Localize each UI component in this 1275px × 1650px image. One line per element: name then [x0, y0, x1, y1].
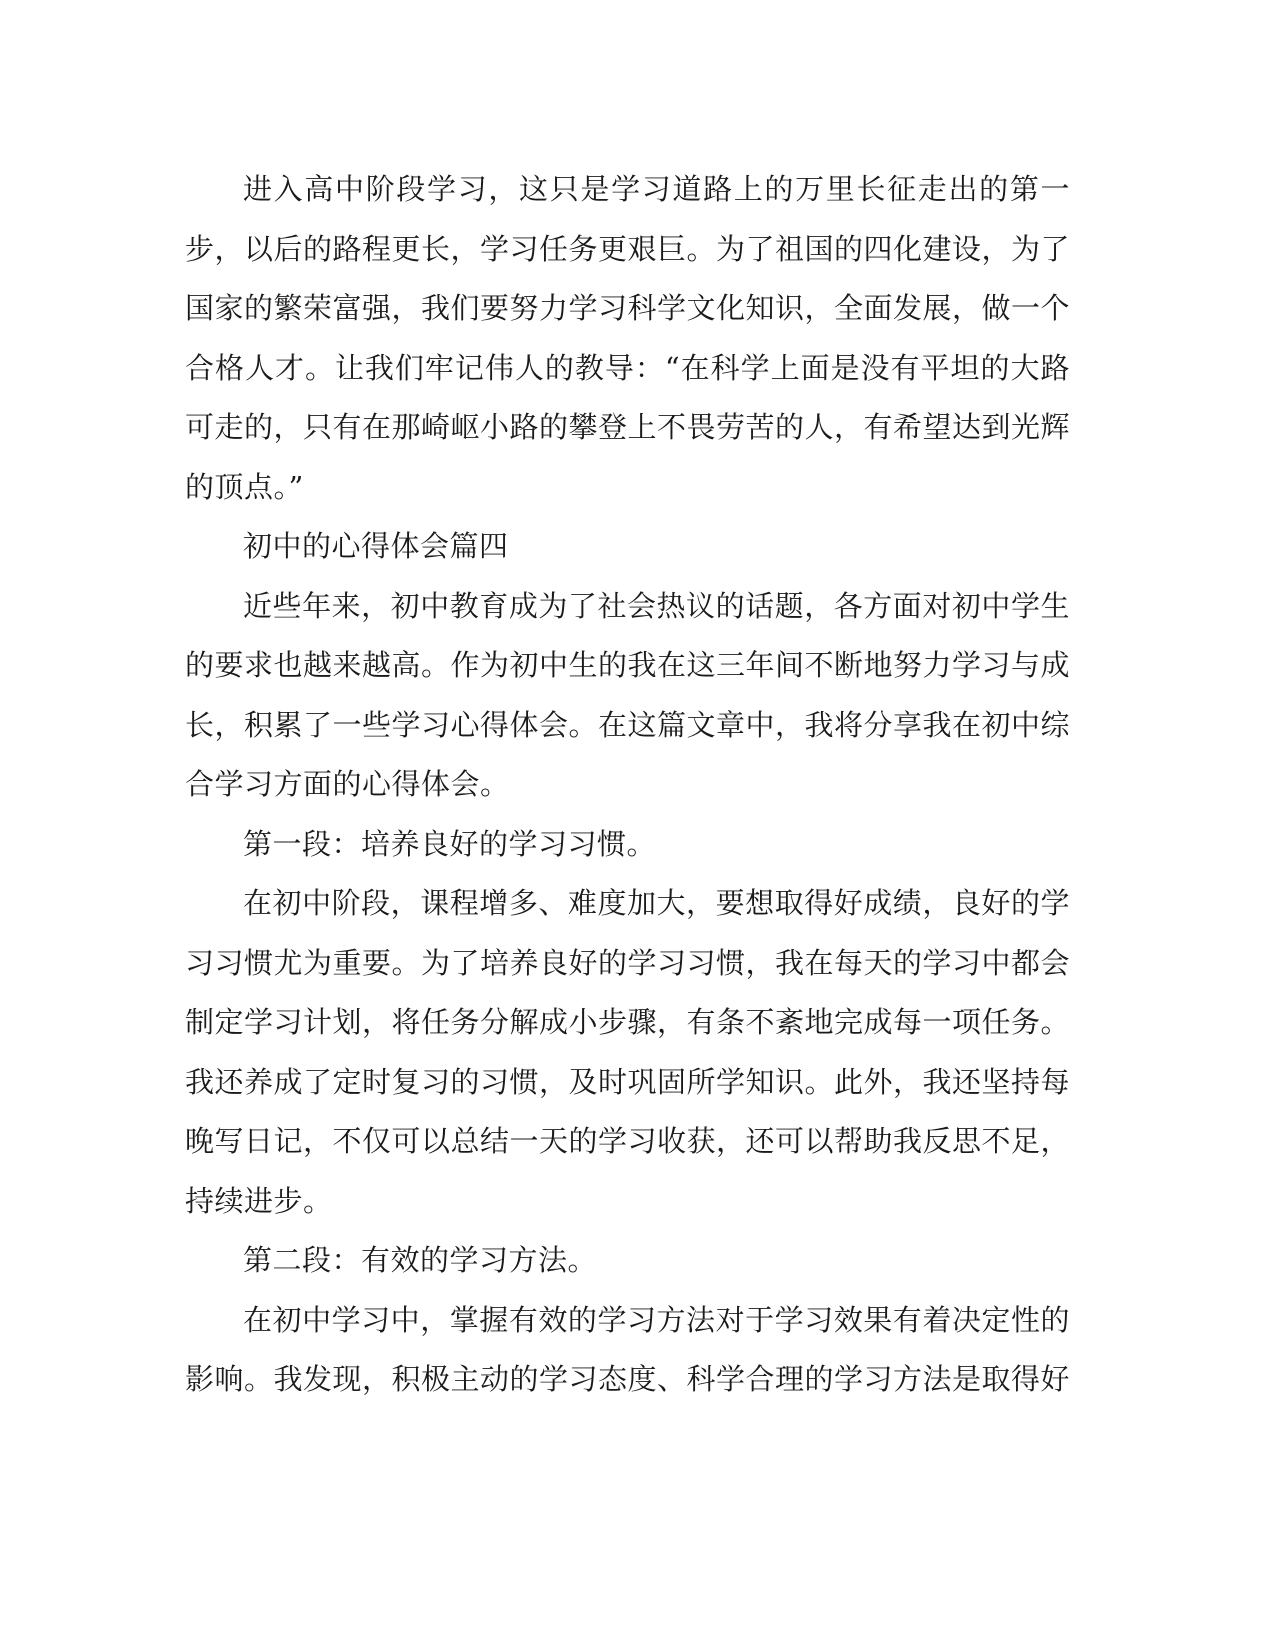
- body-paragraph: 近些年来，初中教育成为了社会热议的话题，各方面对初中学生的要求也越来越高。作为初中生的我在这三年间不断地努力学习与成长，积累了一些学习心得体会。在这篇文章中，我将分享我在初中综合学习方面的心得体会。: [185, 588, 1071, 801]
- document-body: [185, 160, 1070, 1410]
- body-paragraph: 在初中学习中，掌握有效的学习方法对于学习效果有着决定性的影响。我发现，积极主动的学习态度、科学合理的学习方法是取得好: [185, 1302, 1071, 1396]
- section-heading: 初中的心得体会篇四: [243, 529, 509, 563]
- section-heading: 第一段：培养良好的学习习惯。: [243, 826, 657, 861]
- body-paragraph: 在初中阶段，课程增多、难度加大，要想取得好成绩，良好的学习习惯尤为重要。为了培养良好的学习习惯，我在每天的学习中都会制定学习计划，将任务分解成小步骤，有条不紊地完成每一项任务。我还养成了定时复习的习惯，及时巩固所学知识。此外，我还坚持每晚写日记，不仅可以总结一天的学习收获，还可以帮助我反思不足，持续进步。: [185, 886, 1071, 1218]
- body-paragraph: 进入高中阶段学习，这只是学习道路上的万里长征走出的第一步，以后的路程更长，学习任务更艰巨。为了祖国的四化建设，为了国家的繁荣富强，我们要努力学习科学文化知识，全面发展，做一个合格人才。让我们牢记伟人的教导：“在科学上面是没有平坦的大路可走的，只有在那崎岖小路的攀登上不畏劳苦的人，有希望达到光辉的顶点。”: [185, 172, 1071, 504]
- section-heading: 第二段：有效的学习方法。: [243, 1243, 598, 1277]
